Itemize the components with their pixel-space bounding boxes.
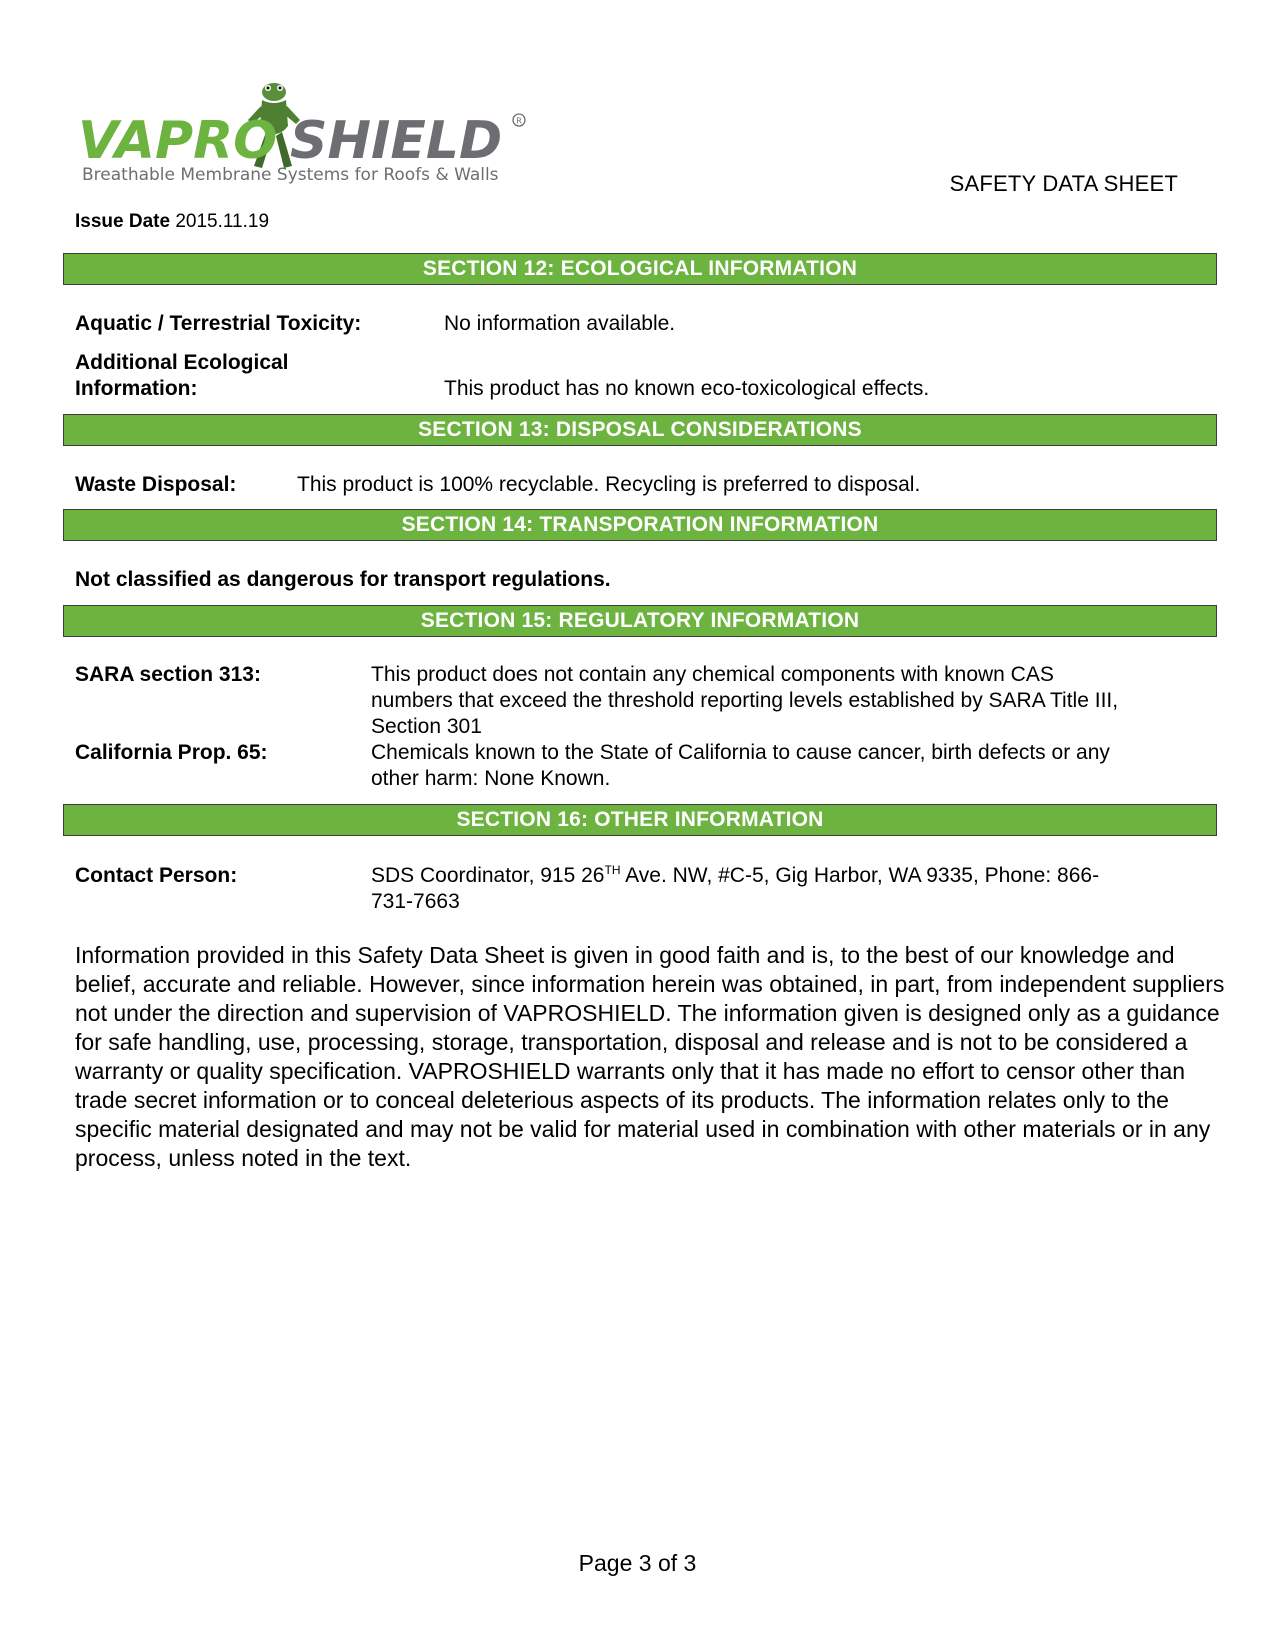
prop65-value-line1: Chemicals known to the State of California to cause cancer, birth defects or any — [371, 741, 1110, 764]
sara-value-line2: numbers that exceed the threshold reporting levels established by SARA Title III, — [371, 689, 1119, 712]
section-16-header: SECTION 16: OTHER INFORMATION — [63, 804, 1217, 836]
disclaimer-paragraph: Information provided in this Safety Data Sheet is given in good faith and is, to the best of our knowledge and belief, accurate and reliable. However, since information herein was obtained, in part, from independent suppliers not under the direction and supervision of VAPROSHIELD. The information given is designed only as a guidance for safe handling, use, processing, storage, transportation, disposal and release and is not to be considered a warranty or quality specification. VAPROSHIELD warrants only that it has made no effort to censor other than trade secret information or to conceal deleterious aspects of its products. The information relates only to the specific material designated and may not be valid for material used in combination with other materials or in any process, unless noted in the text. — [75, 942, 1225, 1171]
additional-eco-value: This product has no known eco-toxicological effects. — [444, 377, 930, 400]
issue-date-value: 2015.11.19 — [175, 211, 270, 232]
sara-value-line1: This product does not contain any chemical components with known CAS — [371, 663, 1054, 686]
toxicity-value: No information available. — [444, 312, 676, 335]
page-number: Page 3 of 3 — [578, 1550, 697, 1576]
prop65-label: California Prop. 65: — [75, 741, 268, 764]
logo-word-shield: SHIELD — [290, 111, 503, 171]
waste-disposal-value: This product is 100% recyclable. Recycling is preferred to disposal. — [297, 473, 921, 496]
additional-eco-label-line2: Information: — [75, 377, 198, 400]
document-title: SAFETY DATA SHEET — [949, 171, 1178, 196]
transport-statement: Not classified as dangerous for transport regulations. — [75, 568, 611, 591]
section-13-header: SECTION 13: DISPOSAL CONSIDERATIONS — [63, 414, 1217, 446]
contact-person-label: Contact Person: — [75, 864, 238, 887]
issue-date — [75, 211, 269, 233]
section-14-header: SECTION 14: TRANSPORATION INFORMATION — [63, 509, 1217, 541]
issue-date-label: Issue Date — [75, 211, 171, 232]
contact-person-value-line1: SDS Coordinator, 915 26TH Ave. NW, #C-5, Gig Harbor, WA 9335, Phone: 866- — [371, 863, 1100, 887]
svg-text:R: R — [516, 116, 522, 126]
logo-word-vapro: VAPRO — [78, 111, 278, 171]
section-12-header: SECTION 12: ECOLOGICAL INFORMATION — [63, 253, 1217, 285]
section-15-header: SECTION 15: REGULATORY INFORMATION — [63, 605, 1217, 637]
prop65-value-line2: other harm: None Known. — [371, 767, 611, 790]
sara-value-line3: Section 301 — [371, 715, 482, 738]
waste-disposal-label: Waste Disposal: — [75, 473, 237, 496]
logo-tagline: Breathable Membrane Systems for Roofs & Walls — [82, 165, 499, 185]
sara-label: SARA section 313: — [75, 663, 261, 686]
additional-eco-label-line1: Additional Ecological — [75, 351, 289, 374]
vaproshield-logo — [78, 76, 528, 196]
toxicity-label: Aquatic / Terrestrial Toxicity: — [75, 312, 362, 335]
contact-person-value-line2: 731-7663 — [371, 890, 460, 913]
